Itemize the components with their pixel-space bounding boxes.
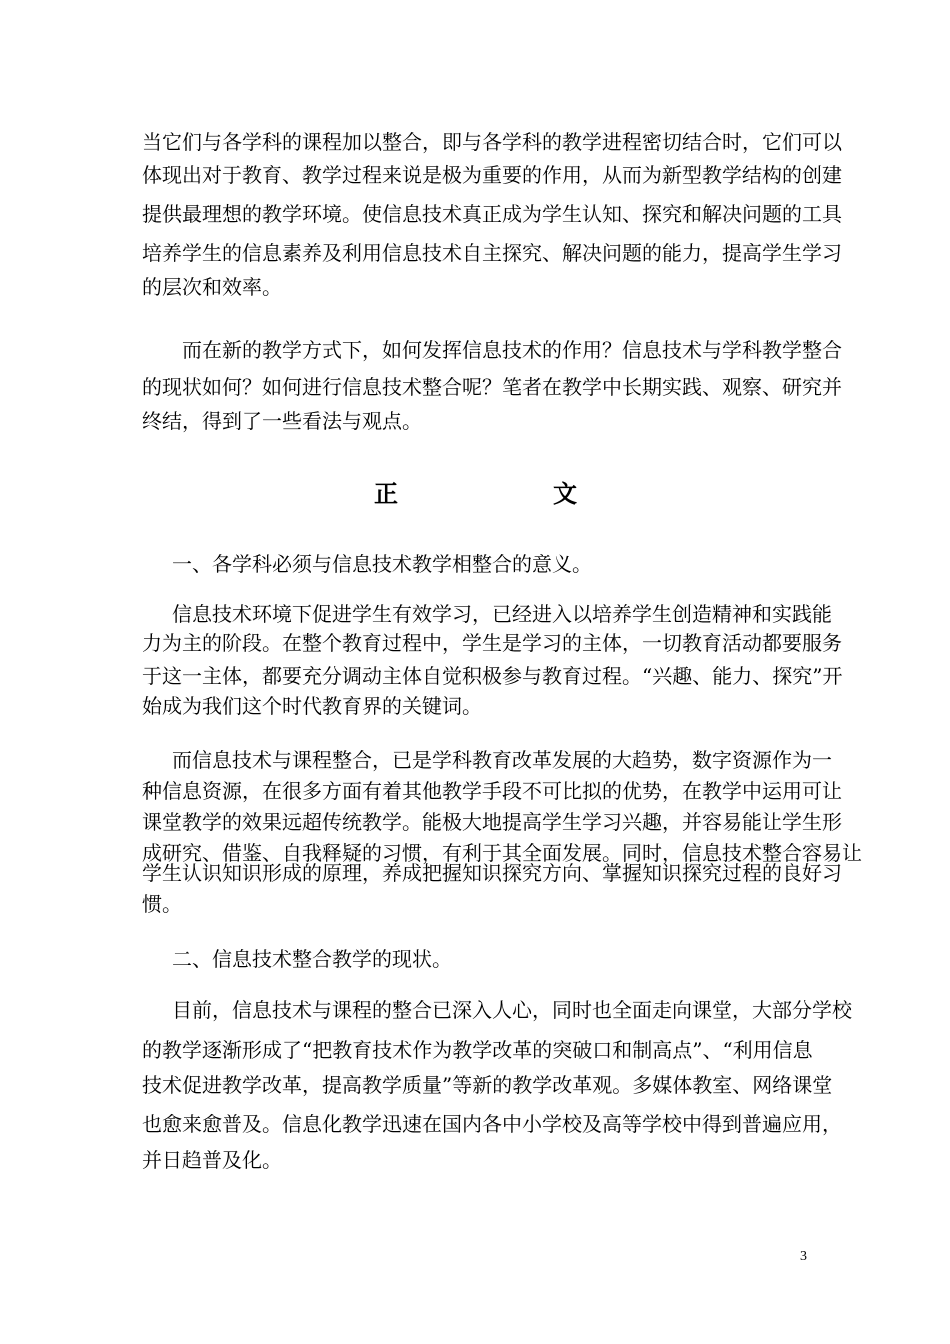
section-title: 一、各学科必须与信息技术教学相整合的意义。 xyxy=(172,552,592,576)
section-title: 二、信息技术整合教学的现状。 xyxy=(172,947,452,971)
paragraph-line: 当它们与各学科的课程加以整合，即与各学科的教学进程密切结合时，它们可以 xyxy=(142,130,842,154)
paragraph-line: 并日趋普及化。 xyxy=(142,1148,282,1172)
paragraph-line: 终结，得到了一些看法与观点。 xyxy=(142,409,422,433)
heading-char: 正 xyxy=(374,480,398,508)
heading-char: 文 xyxy=(553,480,577,508)
paragraph-line: 于这一主体，都要充分调动主体自觉积极参与教育过程。“兴趣、能力、探究”开 xyxy=(142,664,843,688)
paragraph-line: 信息技术环境下促进学生有效学习，已经进入以培养学生创造精神和实践能 xyxy=(172,602,832,626)
paragraph-line: 惯。 xyxy=(142,892,182,916)
paragraph-line: 体现出对于教育、教学过程来说是极为重要的作用，从而为新型教学结构的创建 xyxy=(142,163,842,187)
paragraph-line: 技术促进教学改革，提高教学质量”等新的教学改革观。多媒体教室、网络课堂 xyxy=(142,1073,833,1097)
paragraph-line: 目前，信息技术与课程的整合已深入人心，同时也全面走向课堂，大部分学校 xyxy=(172,998,852,1022)
paragraph-line: 也愈来愈普及。信息化教学迅速在国内各中小学校及高等学校中得到普遍应用， xyxy=(142,1112,842,1136)
paragraph-line: 提供最理想的教学环境。使信息技术真正成为学生认知、探究和解决问题的工具 xyxy=(142,202,842,226)
paragraph-line: 种信息资源，在很多方面有着其他教学手段不可比拟的优势，在教学中运用可让 xyxy=(142,779,842,803)
paragraph-line: 的教学逐渐形成了“把教育技术作为教学改革的突破口和制高点”、“利用信息 xyxy=(142,1038,813,1062)
paragraph-line: 始成为我们这个时代教育界的关键词。 xyxy=(142,694,482,718)
paragraph-line: 而在新的教学方式下，如何发挥信息技术的作用？信息技术与学科教学整合 xyxy=(182,338,842,362)
page-number: 3 xyxy=(800,1249,807,1264)
paragraph-line: 的现状如何？如何进行信息技术整合呢？笔者在教学中长期实践、观察、研究并 xyxy=(142,375,842,399)
paragraph-line: 课堂教学的效果远超传统教学。能极大地提高学生学习兴趣，并容易能让学生形 xyxy=(142,810,842,834)
section-heading xyxy=(0,474,950,514)
paragraph-line: 培养学生的信息素养及利用信息技术自主探究、解决问题的能力，提高学生学习 xyxy=(142,241,842,265)
paragraph-line: 学生认识知识形成的原理，养成把握知识探究方向、掌握知识探究过程的良好习 xyxy=(142,861,842,885)
paragraph-line: 而信息技术与课程整合，已是学科教育改革发展的大趋势，数字资源作为一 xyxy=(172,748,832,772)
paragraph-line: 力为主的阶段。在整个教育过程中，学生是学习的主体，一切教育活动都要服务 xyxy=(142,631,842,655)
paragraph-line: 成研究、借鉴、自我释疑的习惯，有利于其全面发展。同时，信息技术整合容易让 xyxy=(142,841,862,865)
paragraph-line: 的层次和效率。 xyxy=(142,275,282,299)
